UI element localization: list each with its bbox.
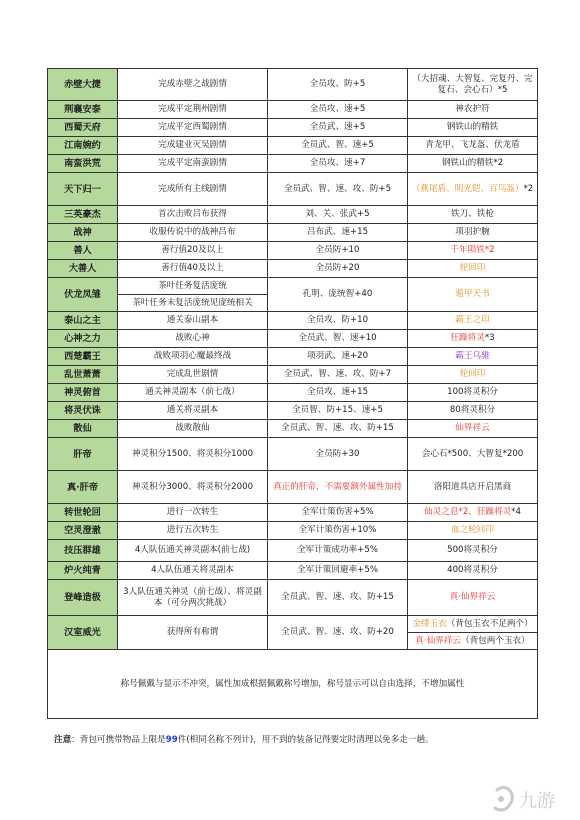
attribute-bonus: 全员防+20 bbox=[268, 260, 408, 278]
attribute-bonus: 全员攻、防+5 bbox=[268, 69, 408, 101]
title-name: 伏龙凤雏 bbox=[48, 278, 118, 312]
reward bbox=[408, 384, 538, 402]
title-row bbox=[48, 330, 538, 348]
attribute-bonus: 全员武、智、速、攻、防+15 bbox=[268, 420, 408, 438]
title-name: 真·肝帝 bbox=[48, 471, 118, 504]
title-name: 西蜀天府 bbox=[48, 119, 118, 137]
titles-table-body bbox=[48, 69, 538, 650]
unlock-condition: 战败项羽心魔最终战 bbox=[118, 348, 268, 366]
reward-text: 项羽护腕 bbox=[455, 227, 490, 237]
attribute-bonus: 全员武、智、速、攻、防+20 bbox=[268, 616, 408, 650]
reward bbox=[408, 540, 538, 562]
reward-text: *2 bbox=[523, 183, 534, 194]
reward-text: 千年陨铁*2 bbox=[450, 245, 495, 255]
notice-text-after: 件(相同名称不列计)，用不到的装备记得要定时清理以免多走一趟。 bbox=[177, 735, 434, 745]
title-name: 善人 bbox=[48, 242, 118, 260]
watermark-text: 九游 bbox=[519, 791, 555, 812]
title-row bbox=[48, 504, 538, 522]
title-name: 技压群雄 bbox=[48, 540, 118, 562]
reward-text: 神农护符 bbox=[455, 104, 490, 114]
reward bbox=[408, 173, 538, 206]
title-row bbox=[48, 562, 538, 580]
title-row bbox=[48, 101, 538, 119]
title-row bbox=[48, 69, 538, 101]
reward-text: 霸王之印 bbox=[455, 315, 490, 325]
reward-text: 会心石*500、大智复*200 bbox=[421, 448, 524, 459]
title-row bbox=[48, 438, 538, 471]
attribute-bonus: 全员攻、速+7 bbox=[268, 155, 408, 173]
unlock-condition: 完成乱世剧情 bbox=[118, 366, 268, 384]
title-row bbox=[48, 206, 538, 224]
title-name: 三英豪杰 bbox=[48, 206, 118, 224]
reward-text: 500将灵积分 bbox=[447, 545, 498, 555]
reward-text: 钢铁山的精铁*2 bbox=[441, 158, 504, 168]
reward-text: 霸王乌骓 bbox=[455, 351, 490, 361]
reward bbox=[408, 260, 538, 278]
notice-text-before: ：背包可携带物品上限是 bbox=[71, 735, 166, 745]
reward-text: （大招魂、大智复、完复丹、完复石、会心石）*5 bbox=[412, 73, 533, 95]
reward-text: 青龙甲、飞龙盔、伏龙盾 bbox=[425, 140, 520, 150]
title-name: 汉室威光 bbox=[48, 616, 118, 650]
reward bbox=[408, 562, 538, 580]
reward bbox=[408, 137, 538, 155]
reward bbox=[408, 101, 538, 119]
title-name: 西楚霸王 bbox=[48, 348, 118, 366]
title-name: 散仙 bbox=[48, 420, 118, 438]
attribute-bonus: 吕布武、速+15 bbox=[268, 224, 408, 242]
title-name: 荆襄安泰 bbox=[48, 101, 118, 119]
reward-text: *3 bbox=[484, 333, 495, 343]
title-row bbox=[48, 522, 538, 540]
reward bbox=[408, 119, 538, 137]
title-row bbox=[48, 173, 538, 206]
title-row bbox=[48, 312, 538, 330]
reward bbox=[408, 242, 538, 260]
reward-text: 真·仙界祥云 bbox=[415, 635, 461, 646]
unlock-condition: 3人队伍通关神灵（前七战）、将灵副本（可分两次挑战） bbox=[118, 580, 268, 616]
reward-text: 洛阳道具店开启黑商 bbox=[433, 481, 512, 492]
attribute-bonus: 全军计策伤害+10% bbox=[268, 522, 408, 540]
reward bbox=[408, 155, 538, 173]
attribute-bonus: 全军计策回避率+5% bbox=[268, 562, 408, 580]
unlock-condition: 通关神灵副本（前七战） bbox=[118, 384, 268, 402]
reward-text: 仙灵之息*2、狂躁将灵 bbox=[424, 507, 512, 517]
unlock-condition-alt: 茶叶任务未复活庞统见庞统相关 bbox=[118, 295, 268, 312]
title-name: 炉火纯青 bbox=[48, 562, 118, 580]
title-row bbox=[48, 420, 538, 438]
title-row bbox=[48, 224, 538, 242]
title-name: 肝帝 bbox=[48, 438, 118, 471]
attribute-bonus: 全员攻、防+10 bbox=[268, 312, 408, 330]
reward-text: *4 bbox=[511, 507, 521, 517]
unlock-condition: 收服传说中的战神吕布 bbox=[118, 224, 268, 242]
reward-text: 轮回印 bbox=[459, 369, 486, 379]
reward-text: 钢铁山的精铁 bbox=[446, 122, 499, 132]
reward-text: 真·仙界祥云 bbox=[449, 592, 496, 602]
title-row bbox=[48, 402, 538, 420]
reward bbox=[408, 616, 538, 633]
title-name: 空灵澄澈 bbox=[48, 522, 118, 540]
title-row bbox=[48, 137, 538, 155]
attribute-bonus: 全员武、智、速+10 bbox=[268, 330, 408, 348]
title-row bbox=[48, 242, 538, 260]
title-row bbox=[48, 119, 538, 137]
unlock-condition: 神灵积分3000、将灵积分2000 bbox=[118, 471, 268, 504]
reward bbox=[408, 330, 538, 348]
reward bbox=[408, 438, 538, 471]
reward-alt bbox=[408, 633, 538, 650]
reward bbox=[408, 504, 538, 522]
attribute-bonus: 全员武、智、速、攻、防+5 bbox=[268, 173, 408, 206]
reward-text: 铁刀、铁枪 bbox=[451, 209, 494, 219]
reward-text: 100将灵积分 bbox=[447, 387, 498, 397]
attribute-bonus: 全员武、智、速、攻、防+15 bbox=[268, 580, 408, 616]
unlock-condition: 完成建业灭吴剧情 bbox=[118, 137, 268, 155]
reward-text: 遁甲天书 bbox=[455, 289, 490, 299]
title-name: 江南婉约 bbox=[48, 137, 118, 155]
unlock-condition: 首次击败吕布获得 bbox=[118, 206, 268, 224]
attribute-bonus: 全员防+30 bbox=[268, 438, 408, 471]
unlock-condition: 神灵积分1500、将灵积分1000 bbox=[118, 438, 268, 471]
reward-text: （背包玉衣不足两个） bbox=[446, 618, 533, 629]
unlock-condition: 4人队伍通关将灵副本 bbox=[118, 562, 268, 580]
title-row bbox=[48, 616, 538, 633]
unlock-condition: 战败散仙 bbox=[118, 420, 268, 438]
reward-text: （燕尾盾、明光铠、百鸟盔） bbox=[411, 183, 524, 194]
attribute-bonus: 全军计策成功率+5% bbox=[268, 540, 408, 562]
jiuyou-watermark-logo bbox=[487, 782, 567, 816]
reward bbox=[408, 471, 538, 504]
reward bbox=[408, 402, 538, 420]
reward-text: 80将灵积分 bbox=[449, 405, 496, 415]
unlock-condition: 通关泰山副本 bbox=[118, 312, 268, 330]
reward-text: 400将灵积分 bbox=[447, 565, 498, 575]
unlock-condition: 4人队伍通关神灵副本(前七战) bbox=[118, 540, 268, 562]
reward bbox=[408, 224, 538, 242]
title-name: 南蛮洪荒 bbox=[48, 155, 118, 173]
reward bbox=[408, 580, 538, 616]
unlock-condition: 茶叶任务复活庞统 bbox=[118, 278, 268, 295]
title-row bbox=[48, 278, 538, 295]
title-name: 将灵伏诛 bbox=[48, 402, 118, 420]
reward bbox=[408, 348, 538, 366]
footer-note-row bbox=[48, 650, 538, 719]
reward-text: 金缕玉衣 bbox=[412, 618, 447, 629]
unlock-condition: 完成平定南蛮剧情 bbox=[118, 155, 268, 173]
titles-table bbox=[47, 68, 538, 719]
title-row bbox=[48, 471, 538, 504]
title-name: 转世轮回 bbox=[48, 504, 118, 522]
notice-line bbox=[54, 733, 434, 745]
unlock-condition: 完成赤壁之战剧情 bbox=[118, 69, 268, 101]
unlock-condition: 获得所有称谓 bbox=[118, 616, 268, 650]
attribute-bonus: 真正的肝帝，不需要额外属性加持 bbox=[268, 471, 408, 504]
reward-text: 仙界祥云 bbox=[455, 423, 490, 433]
notice-number: 99 bbox=[165, 735, 178, 745]
reward-text: 血之轮回印 bbox=[451, 525, 494, 535]
attribute-bonus: 全员防+10 bbox=[268, 242, 408, 260]
title-row bbox=[48, 155, 538, 173]
title-name: 战神 bbox=[48, 224, 118, 242]
title-row bbox=[48, 260, 538, 278]
reward bbox=[408, 366, 538, 384]
title-row bbox=[48, 540, 538, 562]
titles-table-container bbox=[47, 68, 537, 719]
reward bbox=[408, 206, 538, 224]
attribute-bonus: 全员武、智、速、攻、防+7 bbox=[268, 366, 408, 384]
title-name: 大善人 bbox=[48, 260, 118, 278]
unlock-condition: 完成平定西蜀剧情 bbox=[118, 119, 268, 137]
attribute-bonus: 全军计策伤害+5% bbox=[268, 504, 408, 522]
reward bbox=[408, 278, 538, 312]
attribute-bonus: 刘、关、张武+5 bbox=[268, 206, 408, 224]
title-name: 乱世萧萧 bbox=[48, 366, 118, 384]
title-row bbox=[48, 384, 538, 402]
unlock-condition: 善行值40及以上 bbox=[118, 260, 268, 278]
title-row bbox=[48, 366, 538, 384]
notice-label: 注意 bbox=[54, 735, 72, 745]
attribute-bonus: 全员武、速+5 bbox=[268, 119, 408, 137]
unlock-condition: 通关将灵副本 bbox=[118, 402, 268, 420]
unlock-condition: 进行一次转生 bbox=[118, 504, 268, 522]
title-name: 天下归一 bbox=[48, 173, 118, 206]
reward bbox=[408, 312, 538, 330]
unlock-condition: 战败心神 bbox=[118, 330, 268, 348]
reward-text: （背包两个玉衣） bbox=[460, 635, 530, 646]
unlock-condition: 善行值20及以上 bbox=[118, 242, 268, 260]
reward-text: 轮回印 bbox=[459, 263, 486, 273]
attribute-bonus: 全员攻、速+15 bbox=[268, 384, 408, 402]
footer-note: 称号佩戴与显示不冲突，属性加成根据佩戴称号增加，称号显示可以自由选择，不增加属性 bbox=[48, 650, 538, 719]
title-name: 泰山之主 bbox=[48, 312, 118, 330]
reward bbox=[408, 69, 538, 101]
attribute-bonus: 全员攻、速+5 bbox=[268, 101, 408, 119]
watermark-icon bbox=[487, 782, 567, 816]
title-row bbox=[48, 348, 538, 366]
unlock-condition: 完成所有主线剧情 bbox=[118, 173, 268, 206]
attribute-bonus: 孔明、庞统智+40 bbox=[268, 278, 408, 312]
reward bbox=[408, 522, 538, 540]
title-name: 心神之力 bbox=[48, 330, 118, 348]
title-row bbox=[48, 580, 538, 616]
title-name: 赤壁大捷 bbox=[48, 69, 118, 101]
title-name: 登峰造极 bbox=[48, 580, 118, 616]
reward-text: 狂躁将灵 bbox=[450, 333, 485, 343]
title-name: 神灵俯首 bbox=[48, 384, 118, 402]
attribute-bonus: 项羽武、速+20 bbox=[268, 348, 408, 366]
unlock-condition: 进行五次转生 bbox=[118, 522, 268, 540]
reward bbox=[408, 420, 538, 438]
unlock-condition: 完成平定荆州剧情 bbox=[118, 101, 268, 119]
attribute-bonus: 全员武、智、速+5 bbox=[268, 137, 408, 155]
attribute-bonus: 全员智、防+15、速+5 bbox=[268, 402, 408, 420]
